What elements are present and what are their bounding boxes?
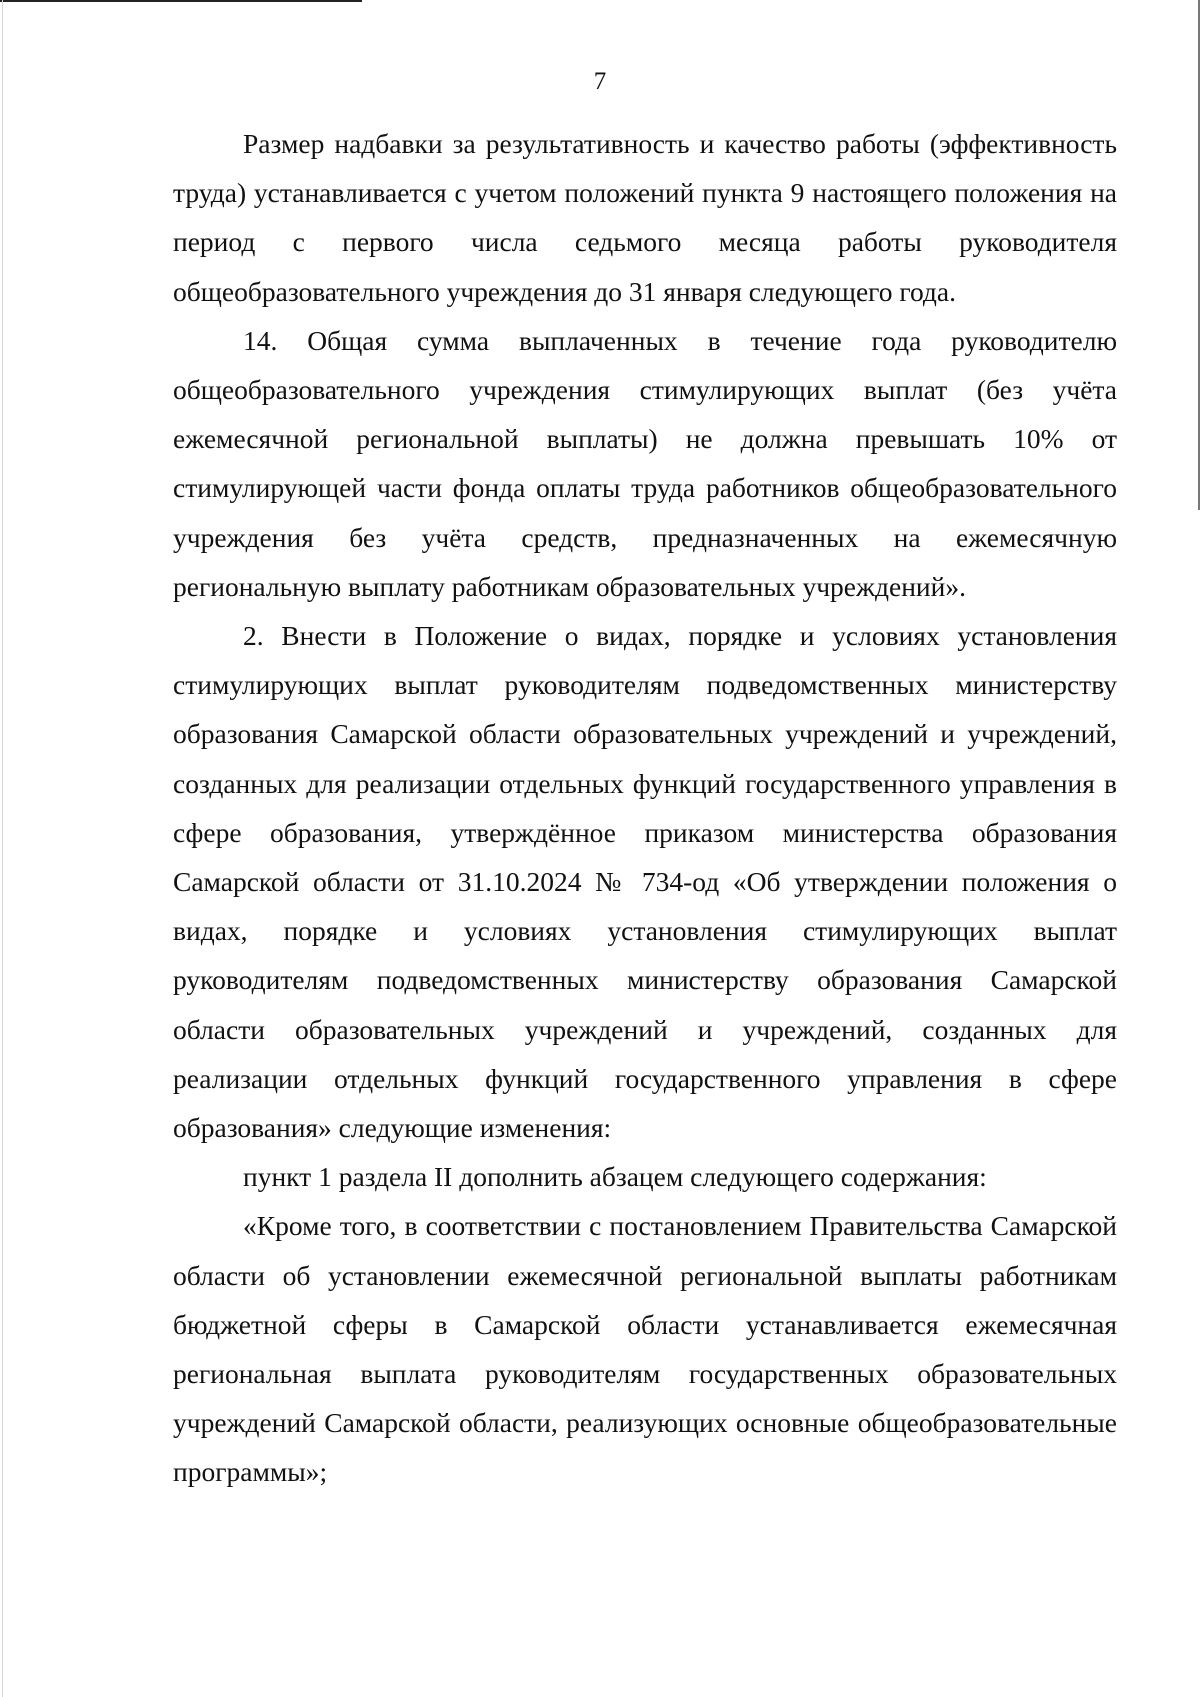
page-number: 7 xyxy=(593,68,607,95)
paragraph-bonus-size: Размер надбавки за результативность и качество работы (эффективность труда) устанавливается с учетом положений пункта 9 настоящего положения на период с первого числа седьмого месяца работы руководителя общеобразовательного учреждения до 31 января следующего года. xyxy=(173,128,1117,307)
paragraph-regional-payment: «Кроме того, в соответствии с постановлением Правительства Самарской области об установлении ежемесячной региональной выплаты работникам бюджетной сферы в Самарской области устанавливается ежемесячная региональная выплата руководителям государственных образовательных учреждений Самарской области, реализующих основные общеобразовательные программы»; xyxy=(173,1210,1117,1488)
document-body xyxy=(173,119,1117,1497)
top-rule xyxy=(0,0,362,2)
paragraph-14-total-sum: 14. Общая сумма выплаченных в течение года руководителю общеобразовательного учреждения стимулирующих выплат (без учёта ежемесячной региональной выплаты) не должна превышать 10% от стимулирующей части фонда оплаты труда работников общеобразовательного учреждения без учёта средств, предназначенных на ежемесячную региональную выплату работникам образовательных учреждений». xyxy=(173,324,1117,602)
scan-left-edge xyxy=(2,0,3,1697)
paragraph-section-ii-addition: пункт 1 раздела II дополнить абзацем следующего содержания: xyxy=(243,1161,987,1193)
paragraph-2-amendments: 2. Внести в Положение о видах, порядке и условиях установления стимулирующих выплат руководителям подведомственных министерству образования Самарской области образовательных учреждений и учреждений, созданных для реализации отдельных функций государственного управления в сфере образования, утверждённое приказом министерства образования Самарской области от 31.10.2024 № 734-од «Об утверждении положения о видах, порядке и условиях установления стимулирующих выплат руководителям подведомственных министерству образования Самарской области образовательных учреждений и учреждений, созданных для реализации отдельных функций государственного управления в сфере образования» следующие изменения: xyxy=(173,620,1117,1144)
